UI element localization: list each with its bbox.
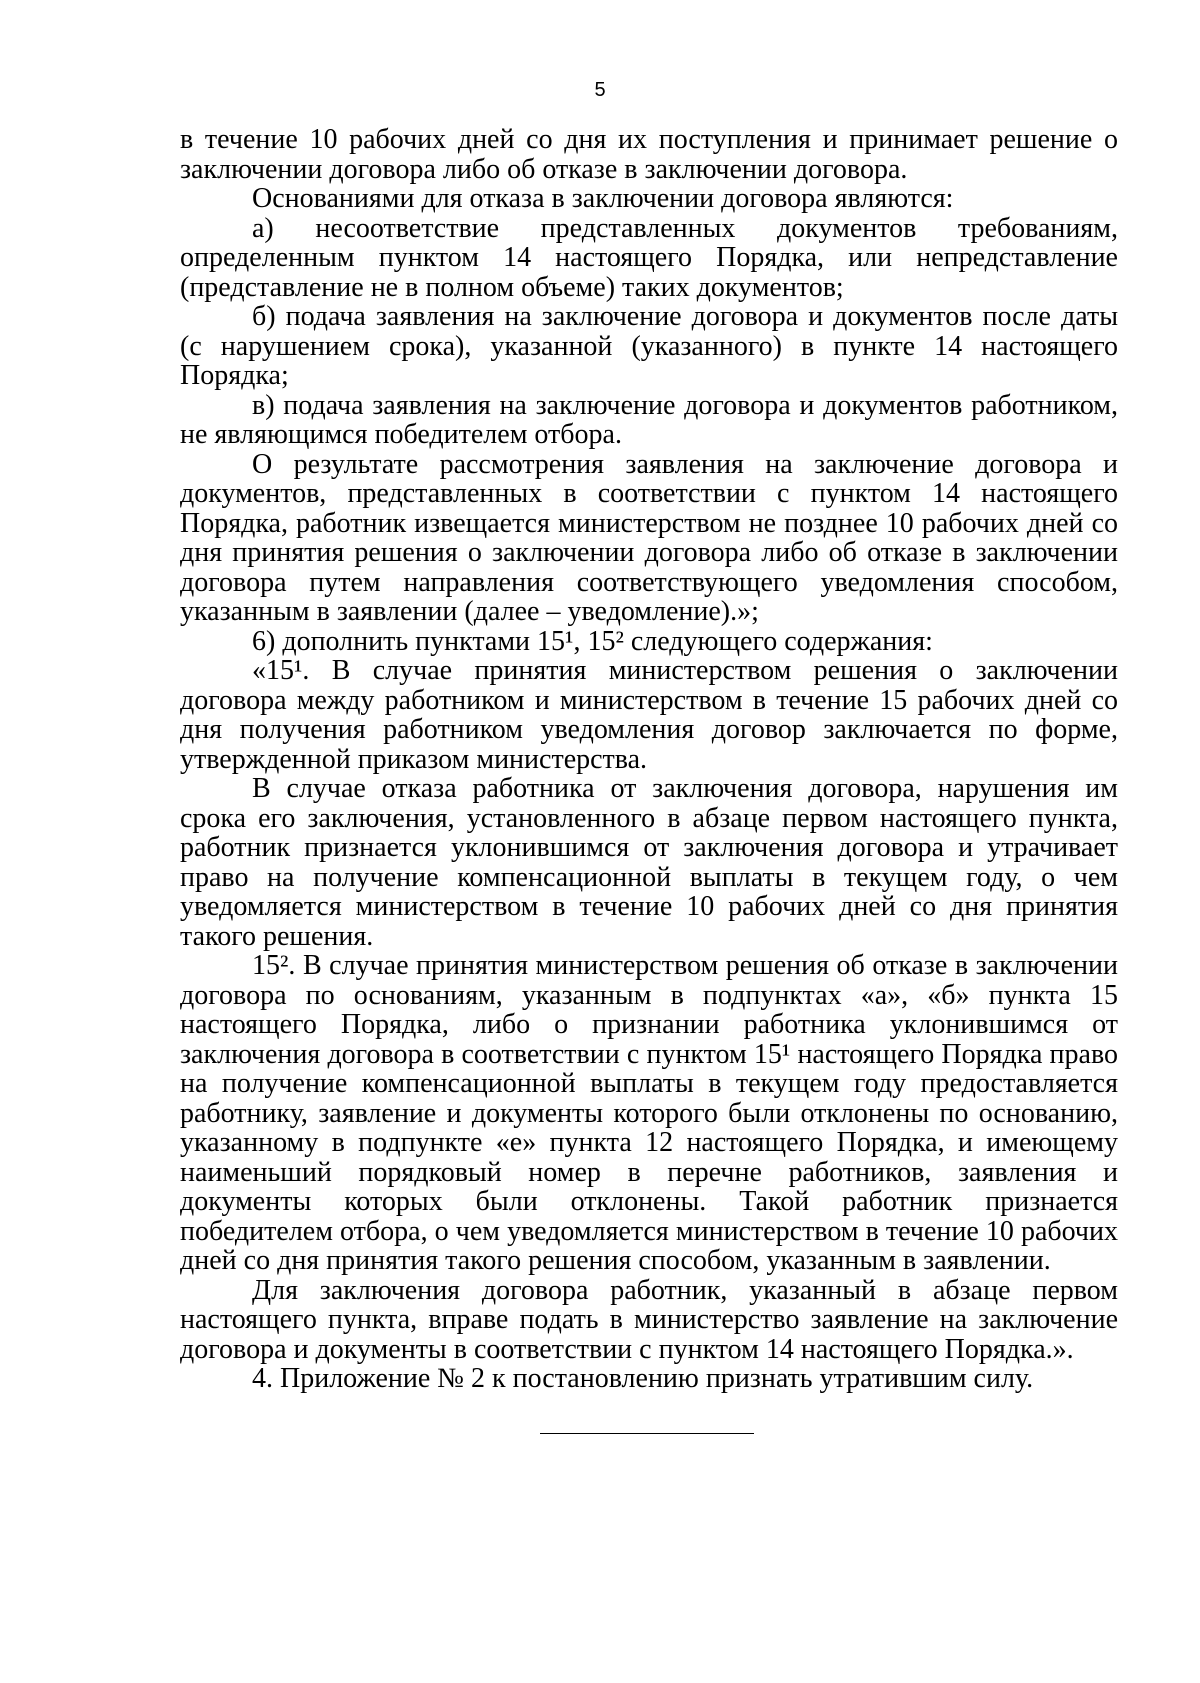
closing-rule [540, 1433, 754, 1434]
paragraph: В случае отказа работника от заключения договора, нарушения им срока его заключения, установленного в абзаце первом настоящего пункта, работник признается уклонившимся от заключения договора и утрачивает право на получение компенсационной выплаты в текущем году, о чем уведомляется министерством в течение 10 рабочих дней со дня принятия такого решения. [180, 773, 1118, 952]
paragraph: Для заключения договора работник, указанный в абзаце первом настоящего пункта, вправе подать в министерство заявление на заключение договора и документы в соответствии с пунктом 14 настоящего Порядка.». [180, 1274, 1118, 1365]
paragraph: 4. Приложение № 2 к постановлению признать утратившим силу. [252, 1363, 1034, 1394]
paragraph: в течение 10 рабочих дней со дня их поступления и принимает решение о заключении договора либо об отказе в заключении договора. [180, 124, 1118, 185]
paragraph: 15². В случае принятия министерством решения об отказе в заключении договора по основаниям, указанным в подпунктах «а», «б» пункта 15 настоящего Порядка, либо о признании работника уклонившимся от заключения договора в соответствии с пунктом 15¹ настоящего Порядка право на получение компенсационной выплаты в текущем году предоставляется работнику, заявление и документы которого были отклонены по основанию, указанному в подпункте «е» пункта 12 настоящего Порядка, и имеющему наименьший порядковый номер в перечне работников, заявления и документы которых были отклонены. Такой работник признается победителем отбора, о чем уведомляется министерством в течение 10 рабочих дней со дня принятия такого решения способом, указанным в заявлении. [180, 950, 1118, 1276]
document-body [180, 125, 1118, 1394]
page-number: 5 [594, 79, 606, 101]
paragraph: «15¹. В случае принятия министерством решения о заключении договора между работником и министерством в течение 15 рабочих дней со дня получения работником уведомления договор заключается по форме, утвержденной приказом министерства. [180, 655, 1118, 775]
paragraph: а) несоответствие представленных документов требованиям, определенным пунктом 14 настоящего Порядка, или непредставление (представление не в полном объеме) таких документов; [180, 212, 1118, 303]
paragraph: в) подача заявления на заключение договора и документов работником, не являющимся победителем отбора. [180, 389, 1118, 450]
paragraph: б) подача заявления на заключение договора и документов после даты (с нарушением срока), указанной (указанного) в пункте 14 настоящего Порядка; [180, 301, 1118, 391]
paragraph: О результате рассмотрения заявления на заключение договора и документов, представленных в соответствии с пунктом 14 настоящего Порядка, работник извещается министерством не позднее 10 рабочих дней со дня принятия решения о заключении договора либо об отказе в заключении договора путем направления соответствующего уведомления способом, указанным в заявлении (далее – уведомление).»; [180, 448, 1118, 627]
paragraph: Основаниями для отказа в заключении договора являются: [252, 183, 954, 214]
paragraph: 6) дополнить пунктами 15¹, 15² следующего содержания: [252, 625, 933, 657]
